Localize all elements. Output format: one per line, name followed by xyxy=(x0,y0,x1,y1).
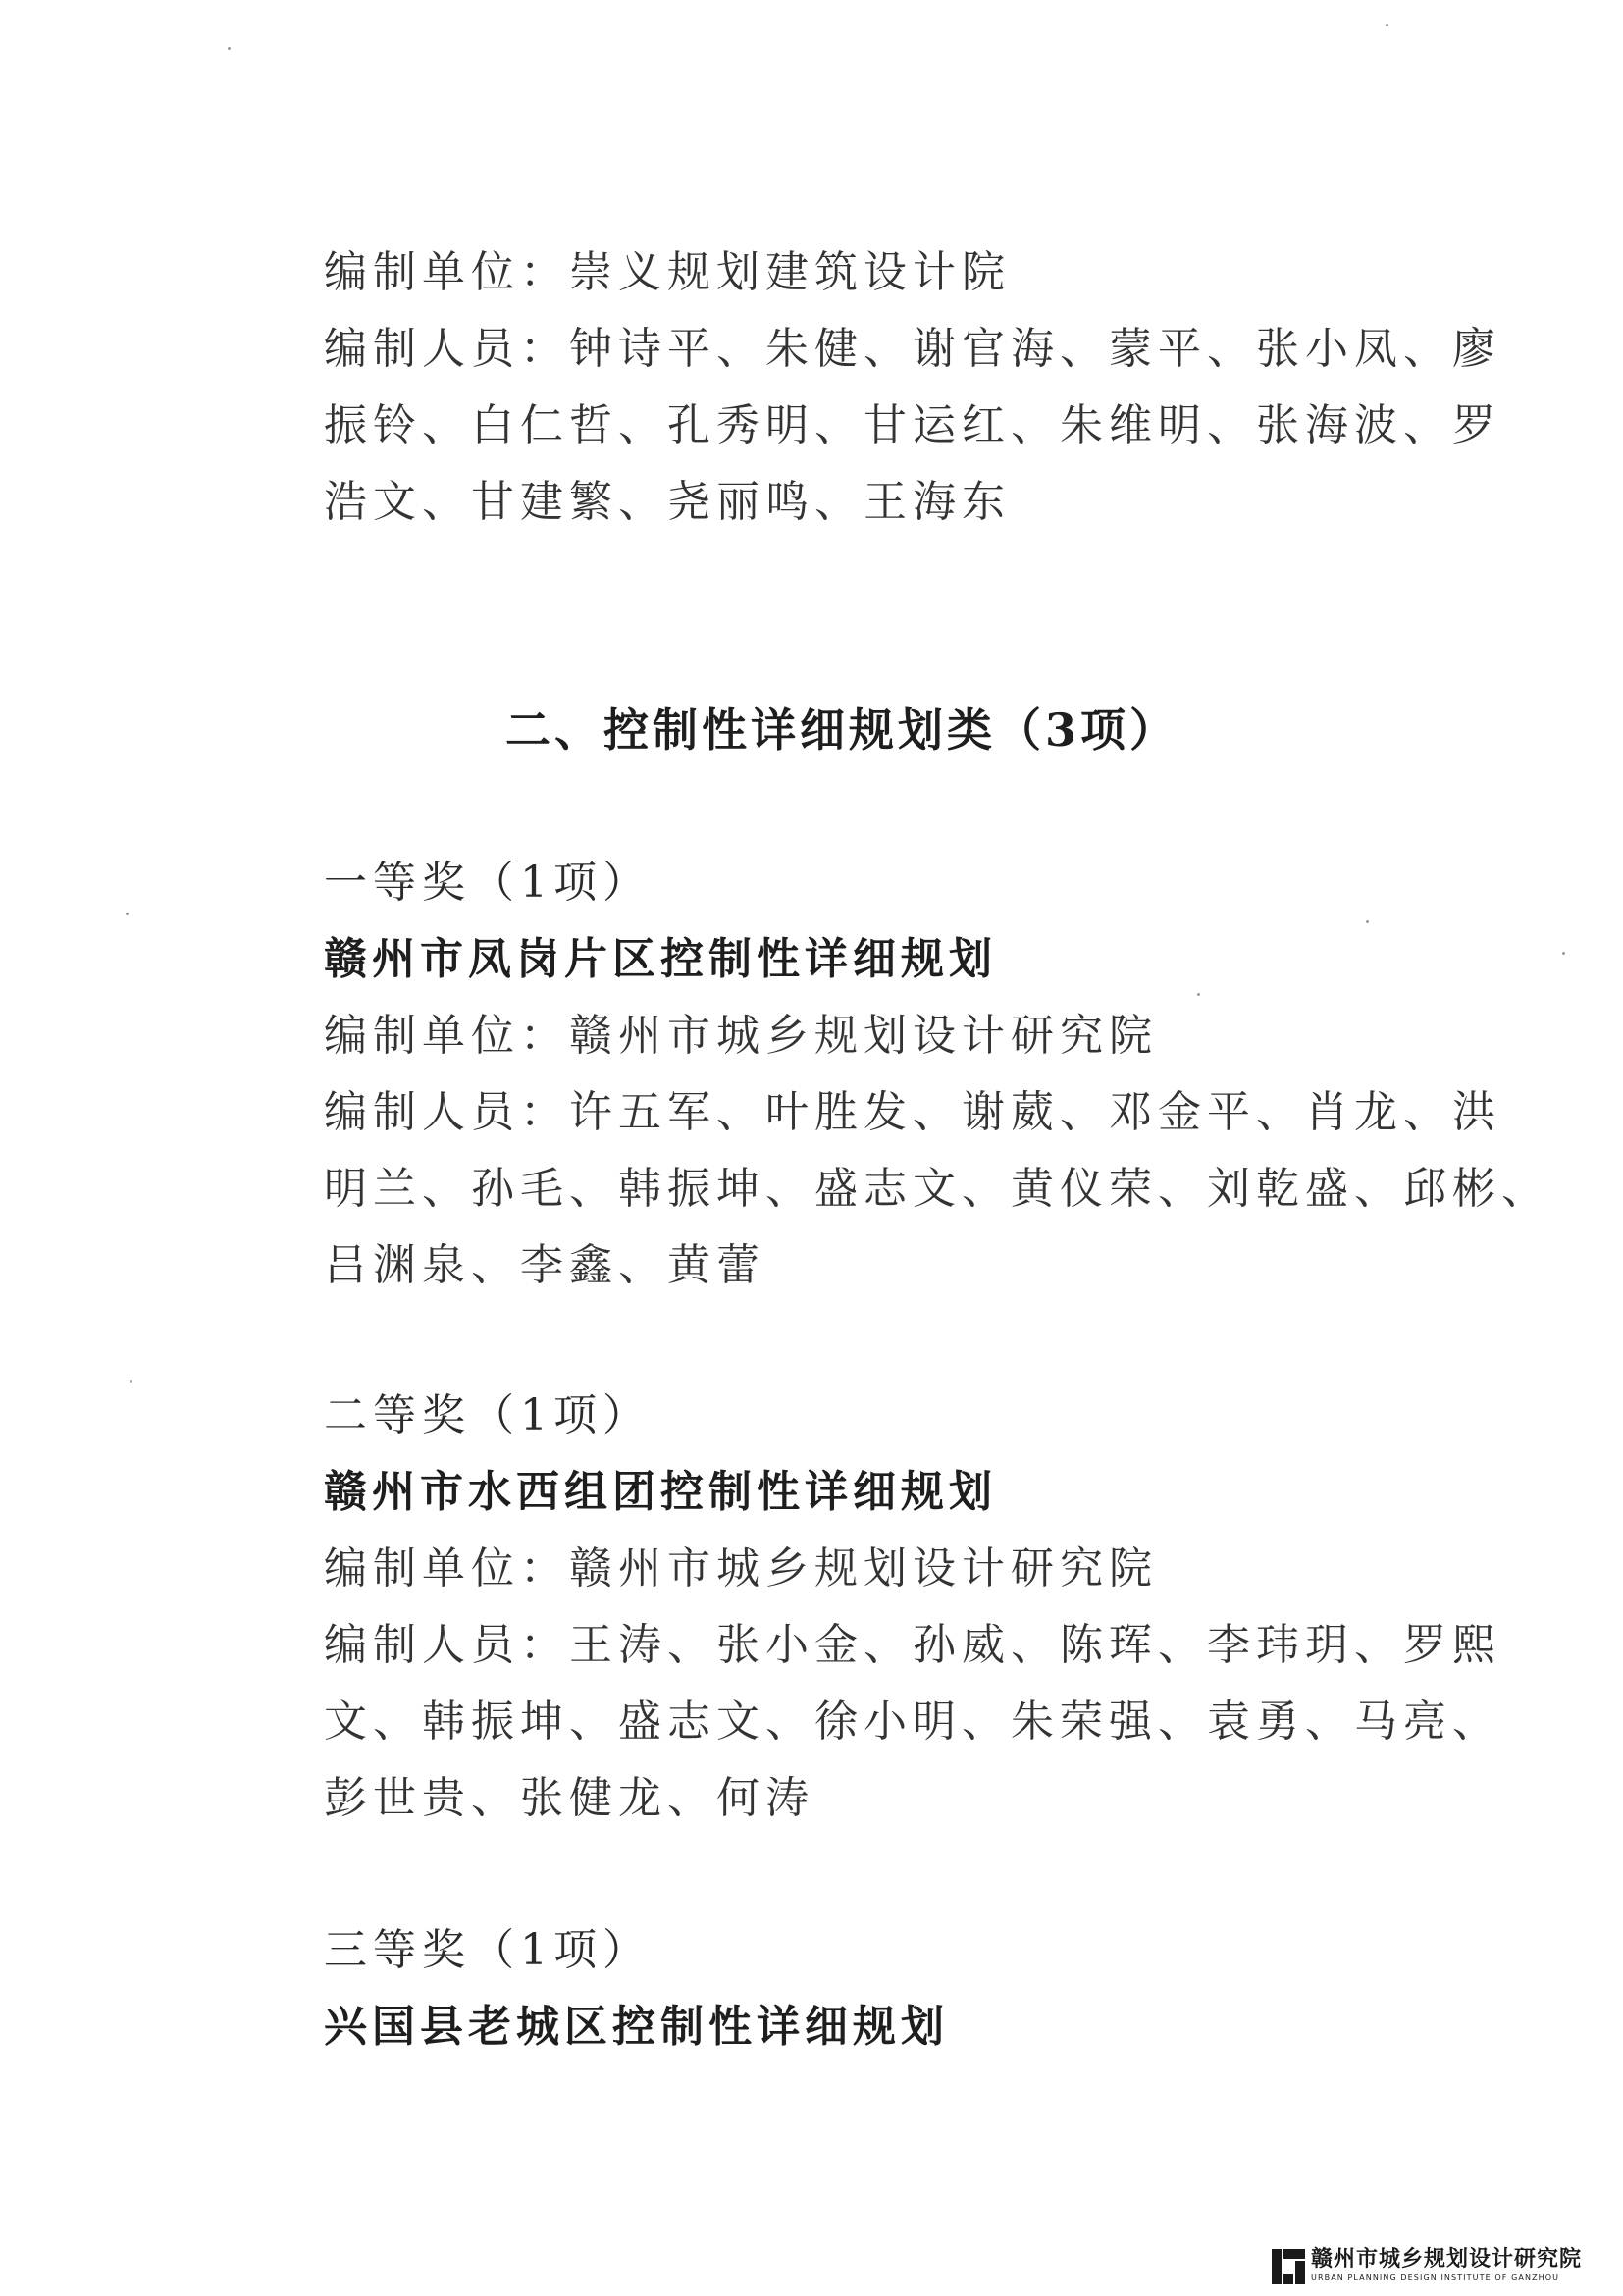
scan-speck xyxy=(228,47,231,50)
logo-org-name-cn: 赣州市城乡规划设计研究院 xyxy=(1311,2247,1583,2271)
scan-speck xyxy=(1386,24,1388,26)
project-title: 赣州市凤岗片区控制性详细规划 xyxy=(324,934,997,984)
staff-line: 明兰、孙毛、韩振坤、盛志文、黄仪荣、刘乾盛、邱彬、 xyxy=(324,1164,1550,1214)
staff-line: 文、韩振坤、盛志文、徐小明、朱荣强、袁勇、马亮、 xyxy=(324,1696,1501,1747)
staff-line: 编制人员：钟诗平、朱健、谢官海、蒙平、张小凤、廖 xyxy=(324,324,1501,374)
staff-line: 编制人员：许五军、叶胜发、谢葳、邓金平、肖龙、洪 xyxy=(324,1087,1501,1137)
scan-speck xyxy=(130,1380,132,1383)
compiling-unit: 编制单位：赣州市城乡规划设计研究院 xyxy=(324,1011,1158,1061)
logo-mark-icon xyxy=(1272,2249,1305,2284)
award-level: 三等奖（1项） xyxy=(324,1925,652,1975)
scan-speck xyxy=(1562,952,1565,955)
logo-org-name-en: URBAN PLANNING DESIGN INSTITUTE OF GANZHOU xyxy=(1311,2273,1560,2282)
staff-line: 吕渊泉、李鑫、黄蕾 xyxy=(324,1240,765,1290)
institute-logo xyxy=(1272,2247,1605,2288)
scan-speck xyxy=(1366,920,1369,923)
compiling-unit: 编制单位：赣州市城乡规划设计研究院 xyxy=(324,1543,1158,1593)
award-level: 一等奖（1项） xyxy=(324,858,652,908)
staff-line: 振铃、白仁哲、孔秀明、甘运红、朱维明、张海波、罗 xyxy=(324,400,1501,450)
staff-line: 编制人员：王涛、张小金、孙威、陈珲、李玮玥、罗熙 xyxy=(324,1620,1501,1670)
section-heading: 二、控制性详细规划类（3项） xyxy=(505,704,1179,757)
scan-speck xyxy=(126,913,129,915)
project-title: 兴国县老城区控制性详细规划 xyxy=(324,2002,949,2052)
project-title: 赣州市水西组团控制性详细规划 xyxy=(324,1467,997,1517)
award-level: 二等奖（1项） xyxy=(324,1390,652,1440)
compiling-unit: 编制单位：崇义规划建筑设计院 xyxy=(324,247,1011,297)
scan-speck xyxy=(1197,993,1200,996)
staff-line: 浩文、甘建繁、尧丽鸣、王海东 xyxy=(324,477,1011,527)
staff-line: 彭世贵、张健龙、何涛 xyxy=(324,1773,814,1823)
